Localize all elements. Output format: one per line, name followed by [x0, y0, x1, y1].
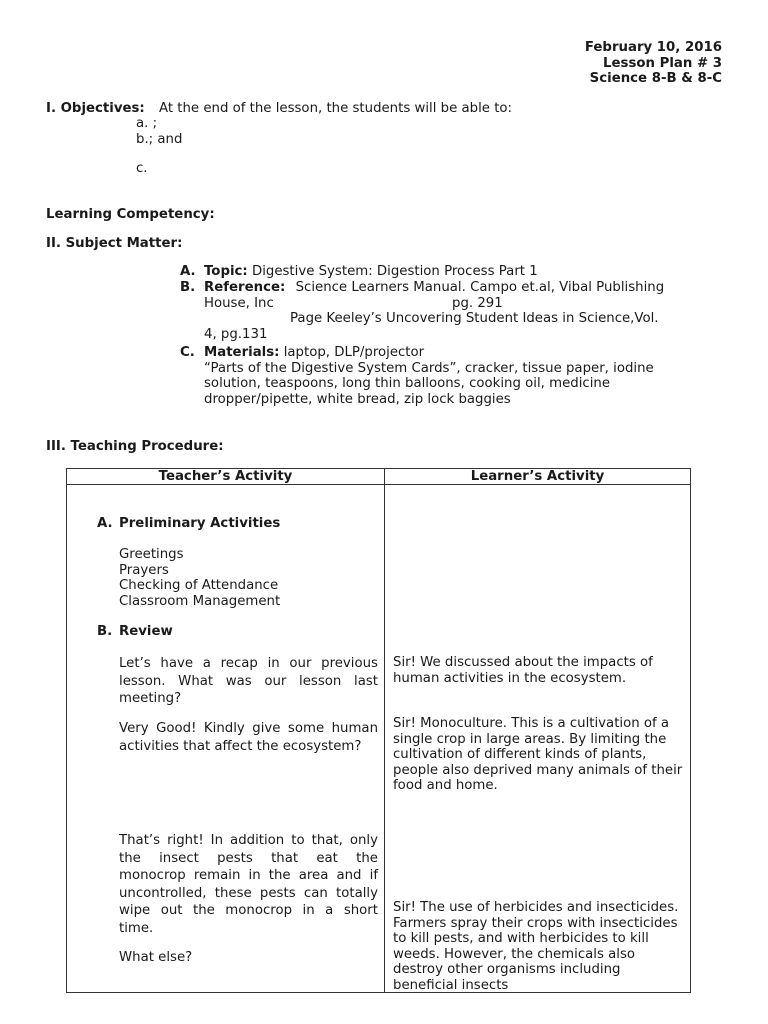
objectives-intro: At the end of the lesson, the students will be able to:	[158, 101, 513, 116]
review-heading: B. Review	[97, 624, 173, 639]
table-header-row	[67, 469, 691, 485]
class-section: Science 8-B & 8-C	[589, 71, 722, 86]
preliminary-list	[119, 547, 280, 609]
topic-text: Digestive System: Digestion Process Part 1	[251, 264, 538, 279]
materials-line-2: “Parts of the Digestive System Cards”, cracker, tissue paper, iodine	[204, 360, 654, 376]
list-item: Greetings	[119, 547, 184, 562]
column-header-learner: Learner’s Activity	[385, 469, 691, 485]
procedure-table	[66, 468, 691, 993]
table-row	[67, 485, 691, 993]
teacher-review-2: Very Good! Kindly give some human activities that affect the ecosystem?	[119, 721, 378, 754]
subject-matter-label: II. Subject Matter:	[46, 236, 183, 251]
reference-label: Reference:	[204, 280, 286, 295]
reference-block	[180, 280, 725, 342]
learner-review-3: Sir! The use of herbicides and insecticides. Farmers spray their crops with insecticides to kill pests, and with herbicides to kill weeds. However, the chemicals also destroy other organisms including beneficial insects	[393, 900, 679, 993]
teaching-procedure-label: III. Teaching Procedure:	[46, 439, 224, 454]
reference-line-1: Science Learners Manual. Campo et.al, Vibal Publishing	[295, 280, 665, 295]
topic-line	[180, 264, 725, 280]
list-item: Classroom Management	[119, 593, 281, 609]
lesson-plan-number: Lesson Plan # 3	[603, 55, 722, 71]
materials-label: Materials:	[204, 345, 280, 360]
learner-activity-cell	[385, 485, 691, 993]
teacher-review-1: Let’s have a recap in our previous lesson. What was our lesson last meeting?	[119, 656, 378, 706]
objective-item: b.; and	[136, 131, 183, 147]
competency-label: Learning Competency:	[46, 207, 215, 222]
materials-letter: C.	[180, 345, 195, 360]
objectives-line	[46, 101, 512, 117]
reference-publisher: House, Inc	[204, 295, 274, 311]
objectives-label: I. Objectives:	[46, 101, 145, 116]
objective-item: c.	[136, 161, 148, 176]
topic-label: Topic:	[204, 264, 248, 279]
materials-block	[180, 345, 725, 407]
objective-item: a. ;	[136, 116, 158, 131]
list-item: Checking of Attendance	[119, 578, 279, 593]
topic-letter: A.	[180, 264, 196, 279]
learner-review-1: Sir! We discussed about the impacts of human activities in the ecosystem.	[393, 655, 653, 686]
teacher-activity-cell	[67, 485, 385, 993]
reference-line-4: 4, pg.131	[204, 326, 268, 342]
list-item: Prayers	[119, 562, 169, 578]
lesson-date: February 10, 2016	[584, 40, 722, 55]
materials-text: laptop, DLP/projector	[283, 345, 425, 360]
materials-line-4: dropper/pipette, white bread, zip lock baggies	[204, 391, 511, 407]
reference-page: pg. 291	[452, 295, 503, 311]
teacher-review-4: What else?	[119, 950, 193, 965]
teacher-review-3: That’s right! In addition to that, only the insect pests that eat the monocrop remain in the area and if uncontrolled, these pests can totally wipe out the monocrop in a short time.	[119, 833, 378, 936]
objectives-list	[136, 116, 182, 177]
preliminary-heading: A. Preliminary Activities	[97, 516, 281, 531]
document-header	[585, 40, 722, 87]
materials-line-3: solution, teaspoons, long thin balloons, cooking oil, medicine	[204, 376, 610, 391]
reference-line-3: Page Keeley’s Uncovering Student Ideas in Science,Vol.	[290, 311, 659, 326]
learner-review-2: Sir! Monoculture. This is a cultivation of a single crop in large areas. By limiting the cultivation of different kinds of plants, people also deprived many animals of their food and home.	[393, 716, 683, 793]
reference-letter: B.	[180, 280, 196, 295]
column-header-teacher: Teacher’s Activity	[67, 469, 385, 485]
